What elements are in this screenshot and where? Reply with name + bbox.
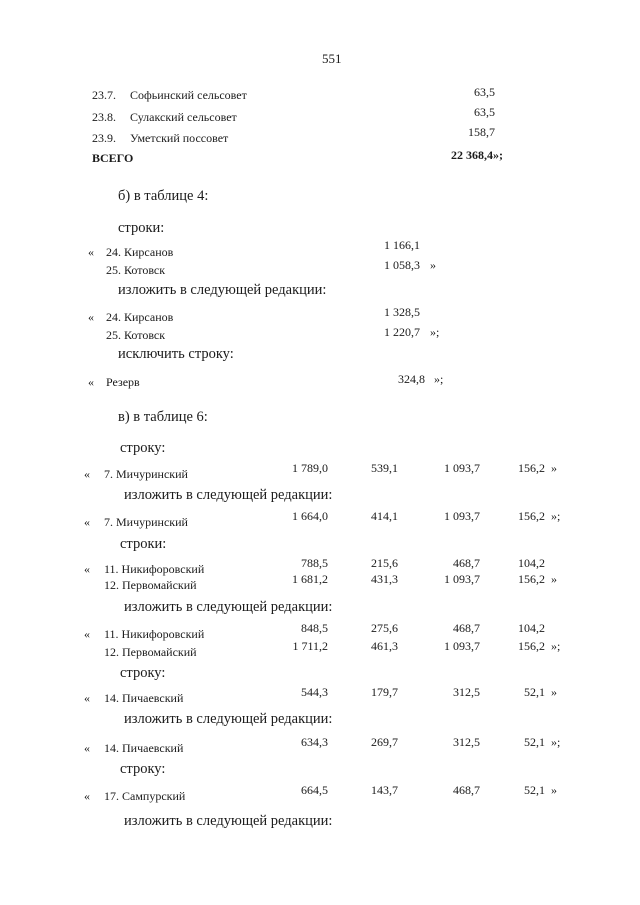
value-col-4: 156,2 xyxy=(518,639,545,653)
exclude-label: исключить строку: xyxy=(118,346,234,362)
replace-label: изложить в следующей редакции: xyxy=(124,599,333,615)
value-col-4: 104,2 xyxy=(518,556,545,570)
value-col-1: 788,5 xyxy=(301,556,328,570)
value-col-3: 1 093,7 xyxy=(444,461,480,475)
value-col-3: 468,7 xyxy=(453,783,480,797)
value-col-3: 1 093,7 xyxy=(444,639,480,653)
close-quote: » xyxy=(551,572,557,586)
row-name: Сулакский сельсовет xyxy=(130,110,237,124)
value-col-1: 1 789,0 xyxy=(292,461,328,475)
row-value: 63,5 xyxy=(474,85,495,99)
page-number: 551 xyxy=(322,51,342,66)
row-name: 17. Сампурский xyxy=(104,789,186,803)
value-col-1: 1 711,2 xyxy=(292,639,328,653)
open-quote: « xyxy=(84,627,90,641)
total-label: ВСЕГО xyxy=(92,151,134,165)
row-name: 25. Котовск xyxy=(106,263,166,277)
row-value: 1 220,7 xyxy=(384,325,420,339)
row-name: 12. Первомайский xyxy=(104,578,197,592)
row-value: 324,8 xyxy=(398,372,425,386)
value-col-1: 1 664,0 xyxy=(292,509,328,523)
row-name: 12. Первомайский xyxy=(104,645,197,659)
row-name: Софьинский сельсовет xyxy=(130,88,247,102)
value-col-2: 215,6 xyxy=(371,556,398,570)
close-quote: »; xyxy=(434,372,444,386)
row-name: 7. Мичуринский xyxy=(104,467,188,481)
row-name: 24. Кирсанов xyxy=(106,310,174,324)
row-value: 63,5 xyxy=(474,105,495,119)
value-col-3: 468,7 xyxy=(453,556,480,570)
value-col-2: 431,3 xyxy=(371,572,398,586)
close-quote: » xyxy=(430,258,436,272)
row-value: 1 058,3 xyxy=(384,258,420,272)
value-col-1: 848,5 xyxy=(301,621,328,635)
row-name: 24. Кирсанов xyxy=(106,245,174,259)
block-label: строку: xyxy=(120,761,166,777)
row-number: 23.7. xyxy=(92,88,116,102)
value-col-2: 414,1 xyxy=(371,509,398,523)
value-col-3: 1 093,7 xyxy=(444,509,480,523)
value-col-2: 143,7 xyxy=(371,783,398,797)
row-value: 158,7 xyxy=(468,125,495,139)
value-col-4: 156,2 xyxy=(518,461,545,475)
value-col-4: 52,1 xyxy=(524,783,545,797)
open-quote: « xyxy=(84,467,90,481)
value-col-3: 468,7 xyxy=(453,621,480,635)
row-number: 23.9. xyxy=(92,131,116,145)
value-col-2: 269,7 xyxy=(371,735,398,749)
value-col-3: 312,5 xyxy=(453,685,480,699)
total-value: 22 368,4»; xyxy=(451,148,503,162)
block-label: строки: xyxy=(120,536,167,552)
open-quote: « xyxy=(88,375,94,389)
close-quote: »; xyxy=(551,639,561,653)
open-quote: « xyxy=(88,310,94,324)
row-name: 11. Никифоровский xyxy=(104,627,205,641)
close-quote: »; xyxy=(430,325,440,339)
open-quote: « xyxy=(84,789,90,803)
row-value: 1 166,1 xyxy=(384,238,420,252)
value-col-2: 461,3 xyxy=(371,639,398,653)
section-b-heading: б) в таблице 4: xyxy=(118,188,209,204)
block-label: строку: xyxy=(120,665,166,681)
close-quote: » xyxy=(551,783,557,797)
open-quote: « xyxy=(88,245,94,259)
replace-label: изложить в следующей редакции: xyxy=(118,282,327,298)
row-name: 25. Котовск xyxy=(106,328,166,342)
value-col-3: 312,5 xyxy=(453,735,480,749)
value-col-4: 104,2 xyxy=(518,621,545,635)
row-number: 23.8. xyxy=(92,110,116,124)
rows-label: строки: xyxy=(118,220,165,236)
row-value: 1 328,5 xyxy=(384,305,420,319)
block-label: строку: xyxy=(120,440,166,456)
open-quote: « xyxy=(84,741,90,755)
value-col-2: 275,6 xyxy=(371,621,398,635)
open-quote: « xyxy=(84,562,90,576)
replace-label: изложить в следующей редакции: xyxy=(124,813,333,829)
close-quote: » xyxy=(551,685,557,699)
value-col-2: 539,1 xyxy=(371,461,398,475)
close-quote: » xyxy=(551,461,557,475)
open-quote: « xyxy=(84,515,90,529)
row-name: 14. Пичаевский xyxy=(104,741,184,755)
replace-label: изложить в следующей редакции: xyxy=(124,487,333,503)
row-name: 11. Никифоровский xyxy=(104,562,205,576)
value-col-1: 634,3 xyxy=(301,735,328,749)
section-v-heading: в) в таблице 6: xyxy=(118,409,208,425)
value-col-4: 52,1 xyxy=(524,685,545,699)
value-col-1: 1 681,2 xyxy=(292,572,328,586)
value-col-2: 179,7 xyxy=(371,685,398,699)
close-quote: »; xyxy=(551,509,561,523)
replace-label: изложить в следующей редакции: xyxy=(124,711,333,727)
value-col-1: 544,3 xyxy=(301,685,328,699)
open-quote: « xyxy=(84,691,90,705)
close-quote: »; xyxy=(551,735,561,749)
value-col-3: 1 093,7 xyxy=(444,572,480,586)
row-name: Уметский поссовет xyxy=(130,131,229,145)
value-col-4: 52,1 xyxy=(524,735,545,749)
row-name: Резерв xyxy=(106,375,140,389)
value-col-1: 664,5 xyxy=(301,783,328,797)
row-name: 14. Пичаевский xyxy=(104,691,184,705)
value-col-4: 156,2 xyxy=(518,509,545,523)
row-name: 7. Мичуринский xyxy=(104,515,188,529)
value-col-4: 156,2 xyxy=(518,572,545,586)
